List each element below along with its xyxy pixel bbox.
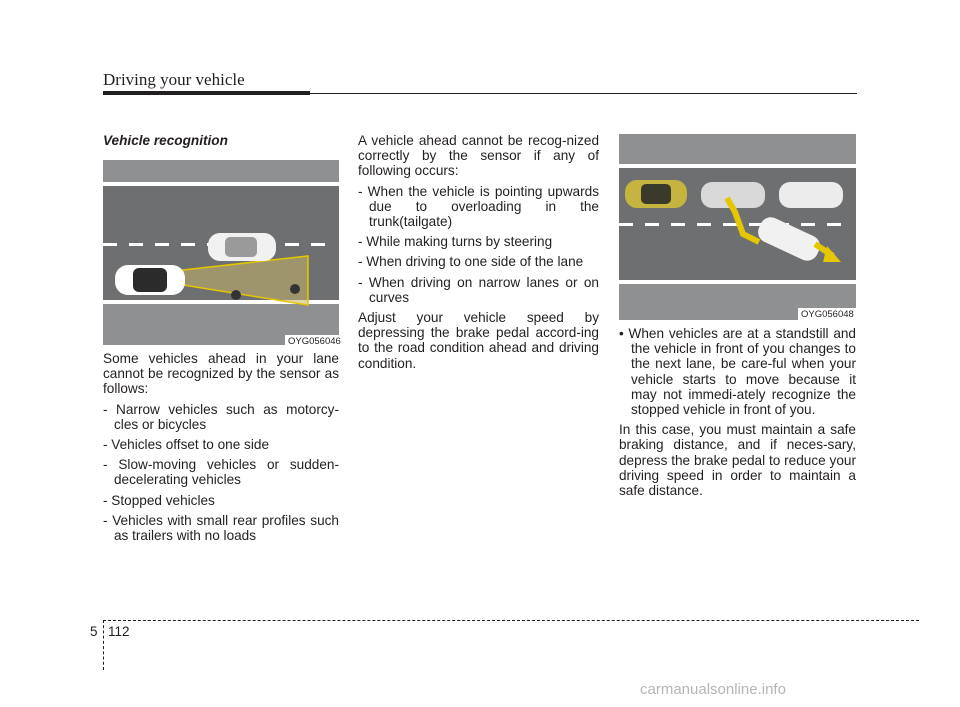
header-rule-accent (103, 91, 310, 95)
figure-lane-change (619, 134, 856, 320)
list-item: - Vehicles offset to one side (103, 437, 269, 453)
list-item: - Vehicles with small rear profiles such as trailers with no loads (103, 512, 339, 544)
bullet-item: • When vehicles are at a standstill and the vehicle in front of you changes to the next lane, be care-ful when your vehicle starts to move because it may not immedi-ately recognize the stopped vehicle in front of you. (619, 326, 856, 418)
road-illustration-1 (103, 160, 339, 345)
footer-divider (103, 620, 104, 670)
motorcycle-icon-2 (290, 284, 300, 294)
figure-code: OYG056048 (798, 308, 857, 321)
list-item: - Narrow vehicles such as motorcy-cles or bicycles (103, 401, 339, 432)
page-header-title: Driving your vehicle (103, 70, 245, 89)
column-3-text (619, 326, 856, 503)
column-2 (358, 133, 599, 376)
list-item: - Slow-moving vehicles or sudden-decelerating vehicles (103, 457, 339, 488)
paragraph: Adjust your vehicle speed by depressing the brake pedal accord-ing to the road condition ahead and driving condition. (358, 310, 599, 371)
footer-rule (103, 620, 919, 621)
list-item: - When driving to one side of the lane (358, 254, 584, 270)
section-title: Vehicle recognition (103, 133, 228, 148)
figure-code: OYG056046 (285, 335, 344, 348)
list-item: - While making turns by steering (358, 234, 553, 250)
road-illustration-2 (619, 134, 856, 320)
paragraph: Some vehicles ahead in your lane cannot be recognized by the sensor as follows: (103, 351, 339, 397)
list-item: - Stopped vehicles (103, 492, 215, 508)
page-number: 112 (108, 624, 130, 639)
list-item: - When driving on narrow lanes or on curves (358, 274, 599, 305)
paragraph: A vehicle ahead cannot be recog-nized correctly by the sensor if any of following occurs: (358, 133, 599, 179)
watermark[interactable]: carmanualsonline.info (640, 681, 786, 698)
figure-vehicle-recognition (103, 160, 339, 345)
column-1-text (103, 351, 339, 548)
car-ahead-icon (779, 182, 843, 208)
list-item: - When the vehicle is pointing upwards due to overloading in the trunk(tailgate) (358, 183, 599, 230)
column-1 (103, 133, 339, 153)
motorcycle-icon (231, 290, 241, 300)
chapter-number: 5 (90, 624, 98, 639)
paragraph: In this case, you must maintain a safe braking distance, and if neces-sary, depress the brake pedal to reduce your driving speed in order to maintain a safe distance. (619, 422, 856, 499)
